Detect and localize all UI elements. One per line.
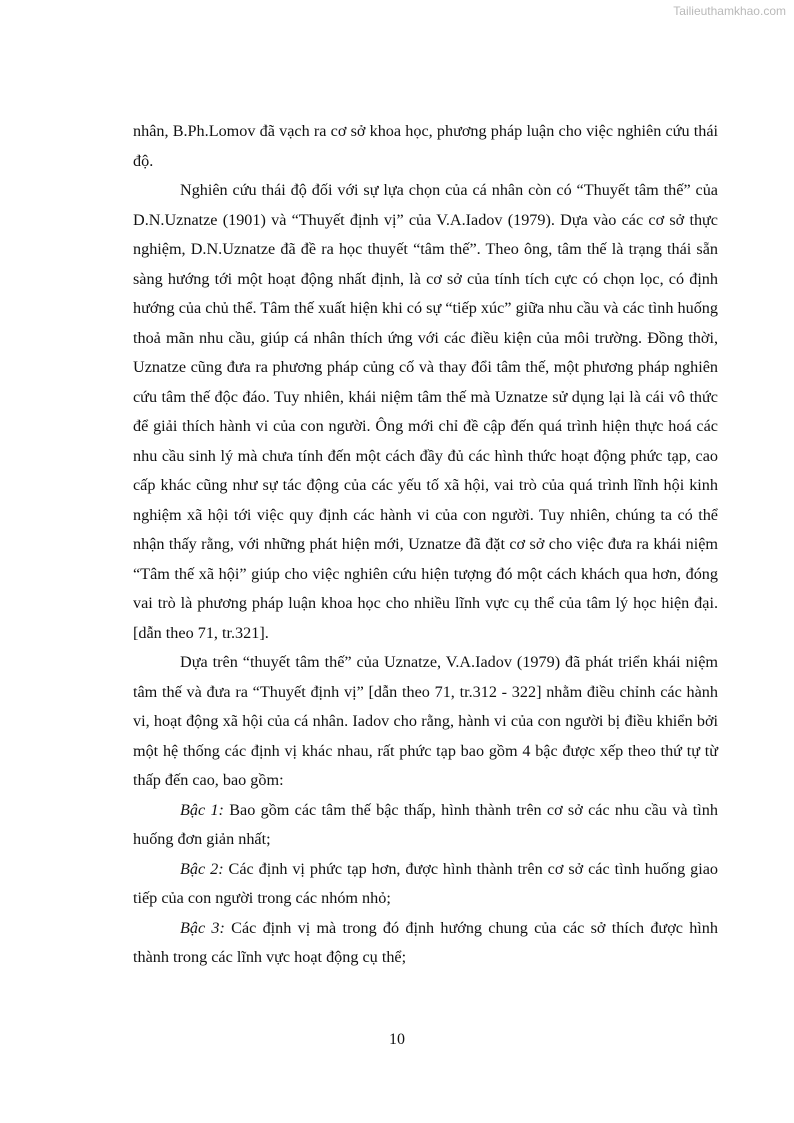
level-item bbox=[133, 914, 718, 973]
level-label: Bậc 2: bbox=[180, 859, 224, 878]
level-text: Các định vị phức tạp hơn, được hình thành trên cơ sở các tình huống giao tiếp của con người trong các nhóm nhỏ; bbox=[133, 859, 719, 907]
watermark: Tailieuthamkhao.com bbox=[673, 4, 786, 18]
paragraph: nhân, B.Ph.Lomov đã vạch ra cơ sở khoa học, phương pháp luận cho việc nghiên cứu thái độ. bbox=[133, 122, 718, 170]
level-text: Các định vị mà trong đó định hướng chung của các sở thích được hình thành trong các lĩnh vực hoạt động cụ thể; bbox=[133, 918, 718, 966]
level-text: Bao gồm các tâm thế bậc thấp, hình thành trên cơ sở các nhu cầu và tình huống đơn giản nhất; bbox=[133, 800, 718, 848]
level-label: Bậc 3: bbox=[180, 918, 225, 937]
page-number: 10 bbox=[389, 1031, 405, 1048]
paragraph: Nghiên cứu thái độ đối với sự lựa chọn của cá nhân còn có “Thuyết tâm thế” của D.N.Uznatze (1901) và “Thuyết định vị” của V.A.Iadov (1979). Dựa vào các cơ sở thực nghiệm, D.N.Uznatze đã đề ra học thuyết “tâm thế”. Theo ông, tâm thế là trạng thái sẵn sàng hướng tới một hoạt động nhất định, là cơ sở của tính tích cực có chọn lọc, có định hướng của chủ thể. Tâm thế xuất hiện khi có sự “tiếp xúc” giữa nhu cầu và các tình huống thoả mãn nhu cầu, giúp cá nhân thích ứng với các điều kiện của môi trường. Đồng thời, Uznatze cũng đưa ra phương pháp củng cố và thay đổi tâm thế, một phương pháp nghiên cứu tâm thế độc đáo. Tuy nhiên, khái niệm tâm thế mà Uznatze sử dụng lại là cái vô thức để giải thích hành vi của con người. Ông mới chỉ đề cập đến quá trình hiện thực hoá các nhu cầu sinh lý mà chưa tính đến một cách đầy đủ các hình thức hoạt động phức tạp, cao cấp khác cũng như sự tác động của các yếu tố xã hội, vai trò của quá trình lĩnh hội kinh nghiệm xã hội tới việc quy định các hành vi của con người. Tuy nhiên, chúng ta có thể nhận thấy rằng, với những phát hiện mới, Uznatze đã đặt cơ sở cho việc đưa ra khái niệm “Tâm thế xã hội” giúp cho việc nghiên cứu hiện tượng đó một cách khách qua hơn, đóng vai trò là phương pháp luận khoa học cho nhiều lĩnh vực cụ thể của tâm lý học hiện đại. [dẫn theo 71, tr.321]. bbox=[133, 181, 718, 642]
paragraph: Dựa trên “thuyết tâm thế” của Uznatze, V.A.Iadov (1979) đã phát triển khái niệm tâm thế và đưa ra “Thuyết định vị” [dẫn theo 71, tr.312 - 322] nhằm điều chỉnh các hành vi, hoạt động xã hội của cá nhân. Iadov cho rằng, hành vi của con người bị điều khiển bởi một hệ thống các định vị khác nhau, rất phức tạp bao gồm 4 bậc được xếp theo thứ tự từ thấp đến cao, bao gồm: bbox=[133, 653, 718, 789]
level-item bbox=[133, 796, 718, 855]
level-item bbox=[133, 855, 718, 914]
document-body bbox=[133, 117, 718, 973]
level-label: Bậc 1: bbox=[180, 800, 224, 819]
